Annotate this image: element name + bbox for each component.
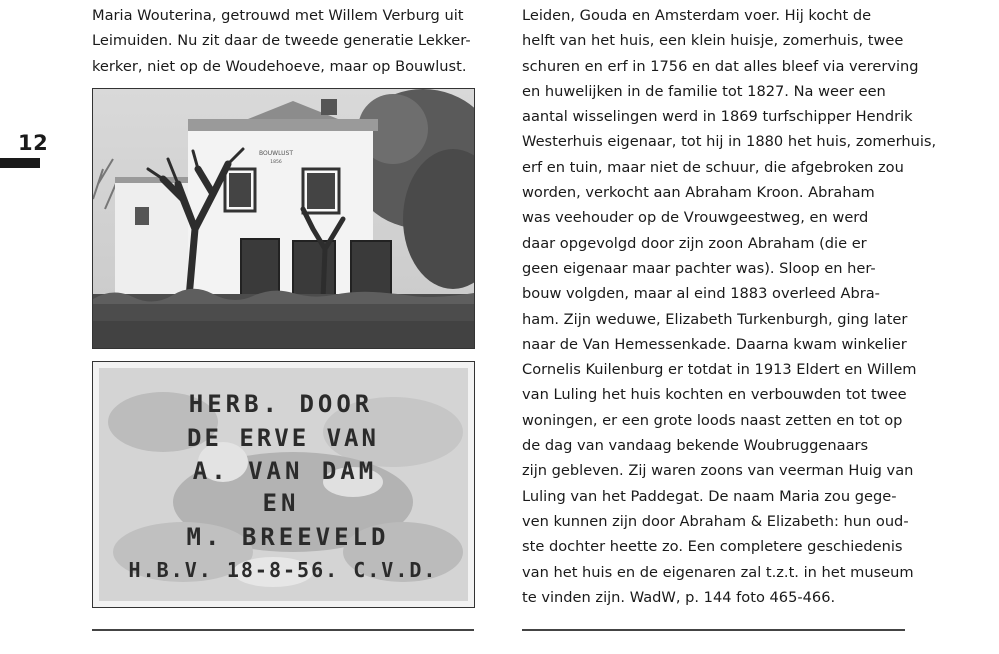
stone-tablet-photo (92, 361, 475, 608)
bottom-rule-left (92, 629, 474, 631)
right-line: worden, verkocht aan Abraham Kroon. Abraham (522, 184, 875, 202)
bottom-rule-right (522, 629, 905, 631)
right-line: Leiden, Gouda en Amsterdam voer. Hij kocht de (522, 7, 872, 24)
right-line: helft van het huis, een klein huisje, zomerhuis, twee (522, 32, 904, 50)
left-line: Leimuiden. Nu zit daar de tweede generatie Lekker- (92, 32, 471, 50)
right-line: geen eigenaar maar pachter was). Sloop en her- (522, 259, 876, 277)
right-line: zijn gebleven. Zij waren zoons van veerman Huig van (522, 462, 914, 480)
inscription-line: HERB. DOOR (188, 390, 374, 418)
right-line: schuren en erf in 1756 en dat alles bleef via vererving (522, 57, 919, 75)
right-column (522, 3, 937, 610)
right-line: erf en tuin, maar niet de schuur, die afgebroken zou (522, 158, 904, 176)
right-line: was veehouder op de Vrouwgeestweg, en werd (522, 209, 869, 227)
right-line: van Luling het huis kochten en verbouwden tot twee (522, 386, 907, 404)
inscription-line: EN (262, 489, 300, 517)
page-marker-bar (0, 158, 40, 168)
right-line: Westerhuis eigenaar, tot hij in 1880 het huis, zomerhuis, (522, 133, 937, 151)
right-line: de dag van vandaag bekende Woubruggenaars (522, 437, 869, 455)
house-sign-year: 1856 (270, 160, 282, 165)
right-line: bouw volgden, maar al eind 1883 overleed Abra- (522, 285, 880, 303)
right-line: daar opgevolgd door zijn zoon Abraham (die er (522, 234, 867, 252)
left-line: Maria Wouterina, getrouwd met Willem Verburg uit (92, 7, 464, 24)
right-line: Cornelis Kuilenburg er totdat in 1913 Eldert en Willem (522, 361, 917, 379)
right-line: en huwelijken in de familie tot 1827. Na weer een (522, 82, 886, 100)
inscription-line: M. BREEVELD (186, 523, 390, 551)
right-line: ste dochter heette zo. Een completere geschiedenis (522, 538, 903, 556)
left-column (92, 3, 477, 79)
inscription-line: H.B.V. 18-8-56. C.V.D. (128, 558, 438, 582)
inscription-line: DE ERVE VAN (187, 424, 379, 452)
right-line: woningen, er een grote loods naast zetten en tot op (522, 411, 903, 429)
right-line: Luling van het Paddegat. De naam Maria zou gege- (522, 487, 897, 505)
right-line: ven kunnen zijn door Abraham & Elizabeth: hun oud- (522, 512, 909, 530)
house-sign-text: BOUWLUST (259, 150, 293, 157)
left-line: kerker, niet op de Woudehoeve, maar op Bouwlust. (92, 57, 467, 75)
right-line: ham. Zijn weduwe, Elizabeth Turkenburgh, ging later (522, 310, 908, 328)
right-line: naar de Van Hemessenkade. Daarna kwam winkelier (522, 335, 907, 353)
right-line: van het huis en de eigenaren zal t.z.t. in het museum (522, 563, 914, 581)
house-photo (92, 88, 475, 349)
inscription-line: A. VAN DAM (192, 457, 378, 485)
right-line: aantal wisselingen werd in 1869 turfschipper Hendrik (522, 108, 913, 126)
right-line: te vinden zijn. WadW, p. 144 foto 465-466. (522, 588, 836, 606)
page-number: 12 (18, 131, 49, 155)
